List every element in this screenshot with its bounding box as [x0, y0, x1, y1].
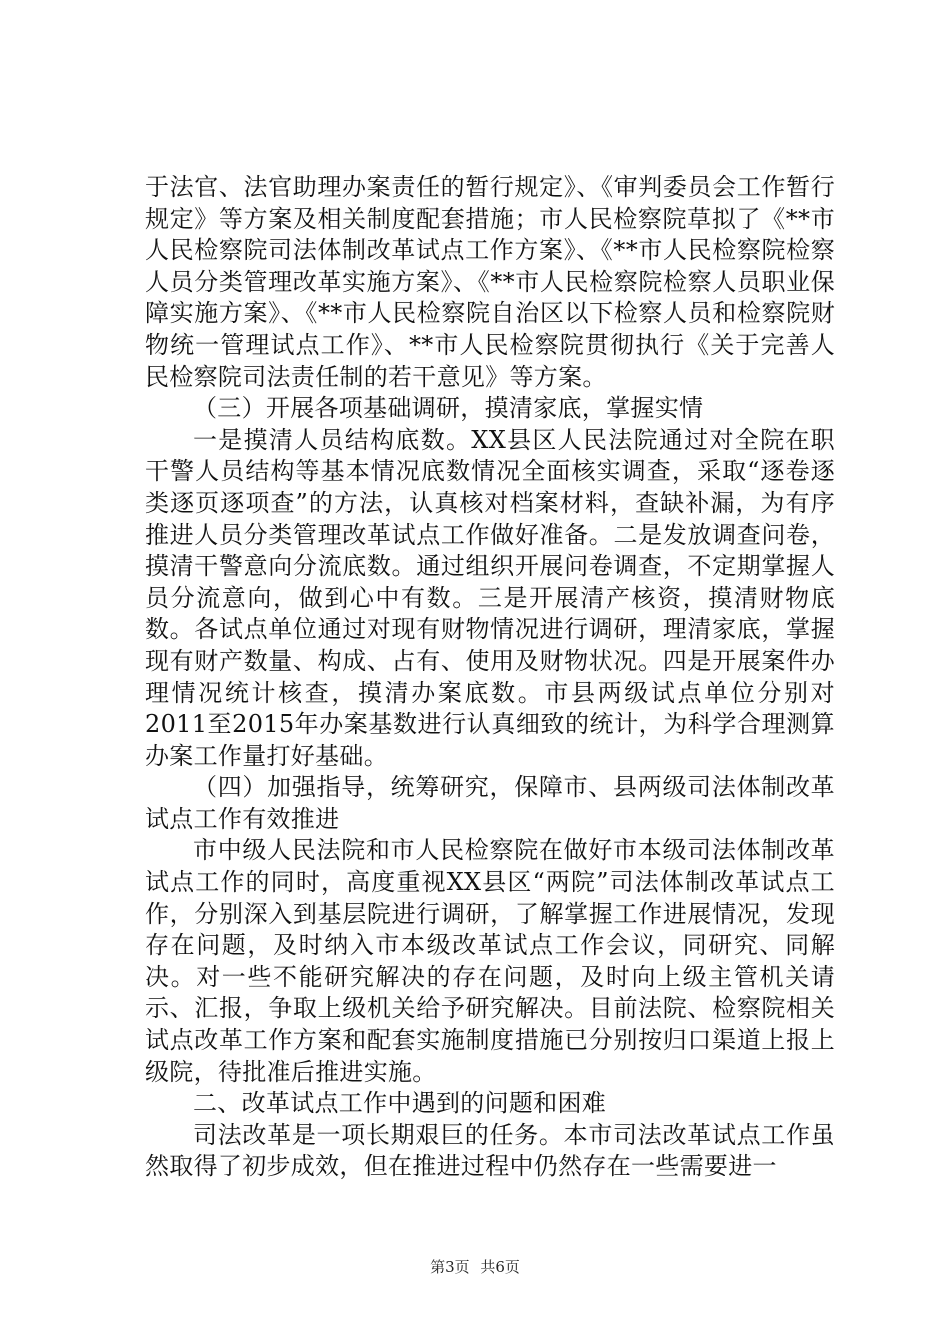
- section-heading-3: （三）开展各项基础调研，摸清家底，掌握实情: [193, 394, 704, 423]
- paragraph-guidance: 市中级人民法院和市人民检察院在做好市本级司法体制改革试点工作的同时，高度重视XX县区“两院”司法体制改革试点工作，分别深入到基层院进行调研，了解掌握工作进展情况，发现存在问题，及时纳入市本级改革试点工作会议，同研究、同解决。对一些不能研究解决的存在问题，及时向上级主管机关请示、汇报，争取上级机关给予研究解决。目前法院、检察院相关试点改革工作方案和配套实施制度措施已分别按归口渠道上报上级院，待批准后推进实施。: [145, 836, 835, 1086]
- section-heading-4: （四）加强指导，统筹研究，保障市、县两级司法体制改革试点工作有效推进: [145, 773, 835, 833]
- page-footer: [0, 1256, 950, 1277]
- page-number: 第3页: [430, 1258, 470, 1276]
- paragraph-research: 一是摸清人员结构底数。XX县区人民法院通过对全院在职干警人员结构等基本情况底数情况全面核实调查，采取“逐卷逐类逐页逐项查”的方法，认真核对档案材料，查缺补漏，为有序推进人员分类管理改革试点工作做好准备。二是发放调查问卷，摸清干警意向分流底数。通过组织开展问卷调查，不定期掌握人员分流意向，做到心中有数。三是开展清产核资，摸清财物底数。各试点单位通过对现有财物情况进行调研，理清家底，掌握现有财产数量、构成、占有、使用及财物状况。四是开展案件办理情况统计核查，摸清办案底数。市县两级试点单位分别对2011至2015年办案基数进行认真细致的统计，为科学合理测算办案工作量打好基础。: [145, 425, 835, 770]
- paragraph-plan-list: 于法官、法官助理办案责任的暂行规定》、《审判委员会工作暂行规定》等方案及相关制度配套措施；市人民检察院草拟了《**市人民检察院司法体制改革试点工作方案》、《**市人民检察院检察人员分类管理改革实施方案》、《**市人民检察院检察人员职业保障实施方案》、《**市人民检察院自治区以下检察人员和检察院财物统一管理试点工作》、**市人民检察院贯彻执行《关于完善人民检察院司法责任制的若干意见》等方案。: [145, 173, 835, 391]
- section-heading-problems: 二、改革试点工作中遇到的问题和困难: [193, 1089, 607, 1118]
- paragraph-problems-intro: 司法改革是一项长期艰巨的任务。本市司法改革试点工作虽然取得了初步成效，但在推进过程中仍然存在一些需要进一: [145, 1120, 835, 1181]
- page-total: 共6页: [480, 1258, 520, 1276]
- document-body: [145, 172, 835, 1183]
